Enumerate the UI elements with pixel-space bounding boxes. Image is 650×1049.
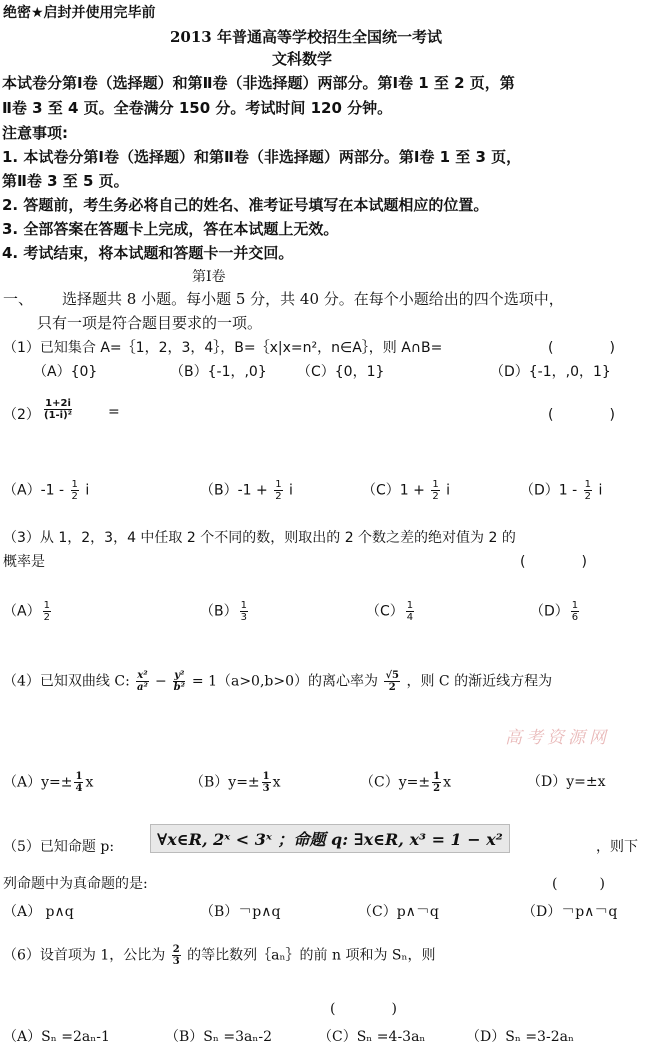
q2-option-c: （C）1 + $\frac{1}{2}$ i <box>362 479 451 502</box>
q2-label: （2） <box>3 407 40 423</box>
q5-option-a: （A） p∧q <box>3 904 74 920</box>
q3-answer-paren: ( ) <box>520 554 587 570</box>
q5-option-d: （D）￢p∧￢q <box>522 904 618 920</box>
q3-stem-1: （3）从 1，2，3，4 中任取 2 个不同的数，则取出的 2 个数之差的绝对值为 2 的 <box>3 530 516 546</box>
q2-denominator: (1-i)² <box>44 410 73 421</box>
intro-line-2: Ⅱ卷 3 至 4 页。全卷满分 150 分。考试时间 120 分钟。 <box>2 99 393 117</box>
section-label: 第Ⅰ卷 <box>192 269 226 285</box>
q1-option-d: （D）{-1，,0，1} <box>490 364 611 380</box>
q5-proposition-banner: ∀x∈R, 2ˣ < 3ˣ ；命题 q: ∃x∈R, x³ = 1 − x² <box>150 824 510 853</box>
q3-option-b: （B） $\frac{1}{3}$ <box>200 600 247 623</box>
q5-option-c: （C）p∧￢q <box>358 904 439 920</box>
watermark-logo: 高考资源网 <box>505 728 610 748</box>
q4-option-b: （B）y=± $\frac{1}{3}$ x <box>190 771 281 794</box>
intro-line-1: 本试卷分第Ⅰ卷（选择题）和第Ⅱ卷（非选择题）两部分。第Ⅰ卷 1 至 2 页，第 <box>2 74 515 92</box>
q6-option-c: （C）Sₙ =4-3aₙ <box>318 1029 426 1045</box>
q1-option-c: （C）{0，1} <box>297 364 385 380</box>
q2-answer-paren: ( ) <box>548 407 615 423</box>
q2-option-d: （D）1 - $\frac{1}{2}$ i <box>520 479 603 502</box>
q2-equals: = <box>108 404 120 420</box>
q6-option-b: （B）Sₙ =3aₙ-2 <box>165 1029 273 1045</box>
q5-stem-pre: （5）已知命题 p: <box>3 839 115 855</box>
note-2: 2. 答题前，考生务必将自己的姓名、准考证号填写在本试题相应的位置。 <box>2 196 489 214</box>
note-3: 3. 全部答案在答题卡上完成，答在本试题上无效。 <box>2 220 339 238</box>
section-intro-2: 只有一项是符合题目要求的一项。 <box>37 314 263 332</box>
q1-stem: （1）已知集合 A=｛1，2，3，4｝，B=｛x|x=n²，n∈A｝，则 A∩B= <box>3 340 443 356</box>
q6-stem: （6）设首项为 1，公比为 $\frac{2}{3}$ 的等比数列｛aₙ｝的前 n 项和为 Sₙ，则 <box>3 944 436 967</box>
q6-option-a: （A）Sₙ =2aₙ-1 <box>3 1029 110 1045</box>
q6-answer-paren: ( ) <box>330 1001 397 1017</box>
q1-option-a: （A）{0} <box>33 364 98 380</box>
q4-option-c: （C）y=± $\frac{1}{2}$ x <box>360 771 451 794</box>
confidential-note: 绝密★启封并使用完毕前 <box>3 5 156 21</box>
notes-heading: 注意事项: <box>2 124 68 142</box>
q4-option-a: （A）y=± $\frac{1}{4}$ x <box>3 771 94 794</box>
exam-title: 2013 年普通高等学校招生全国统一考试 <box>170 28 442 46</box>
q2-option-b: （B）-1 + $\frac{1}{2}$ i <box>200 479 293 502</box>
q1-answer-paren: ( ) <box>548 340 615 356</box>
q3-stem-2: 概率是 <box>3 554 45 570</box>
section-intro-1: 选择题共 8 小题。每小题 5 分，共 40 分。在每个小题给出的四个选项中， <box>62 290 564 308</box>
note-1a: 1. 本试卷分第Ⅰ卷（选择题）和第Ⅱ卷（非选择题）两部分。第Ⅰ卷 1 至 3 页， <box>2 148 522 166</box>
q2-numerator: 1+2i <box>45 398 71 409</box>
q4-option-d: （D）y=±x <box>527 774 606 790</box>
q3-option-a: （A） $\frac{1}{2}$ <box>3 600 50 623</box>
exam-subtitle: 文科数学 <box>272 50 333 68</box>
q6-option-d: （D）Sₙ =3-2aₙ <box>466 1029 575 1045</box>
note-1b: 第Ⅱ卷 3 至 5 页。 <box>2 172 129 190</box>
q1-option-b: （B）{-1，,0} <box>170 364 267 380</box>
section-number: 一、 <box>3 290 34 308</box>
q5-option-b: （B）￢p∧q <box>200 904 281 920</box>
q2-fraction <box>42 398 74 421</box>
q3-option-d: （D） $\frac{1}{6}$ <box>530 600 579 623</box>
q2-option-a: （A）-1 - $\frac{1}{2}$ i <box>3 479 90 502</box>
q5-stem-post: ，则下 <box>596 839 638 855</box>
q4-stem: （4）已知双曲线 C: $\frac{\text{x²}}{\text{a²}}$ − $\frac{\text{y²}}{\text{b²}}$ = 1（a>0,b>0）的离心率为 $\frac{√5}{2}$ ，则 C 的渐近线方程为 <box>3 670 553 693</box>
q5-stem-2: 列命题中为真命题的是: <box>3 876 148 892</box>
q5-answer-paren: ( ) <box>552 876 605 892</box>
note-4: 4. 考试结束，将本试题和答题卡一并交回。 <box>2 244 294 262</box>
q3-option-c: （C） $\frac{1}{4}$ <box>366 600 414 623</box>
